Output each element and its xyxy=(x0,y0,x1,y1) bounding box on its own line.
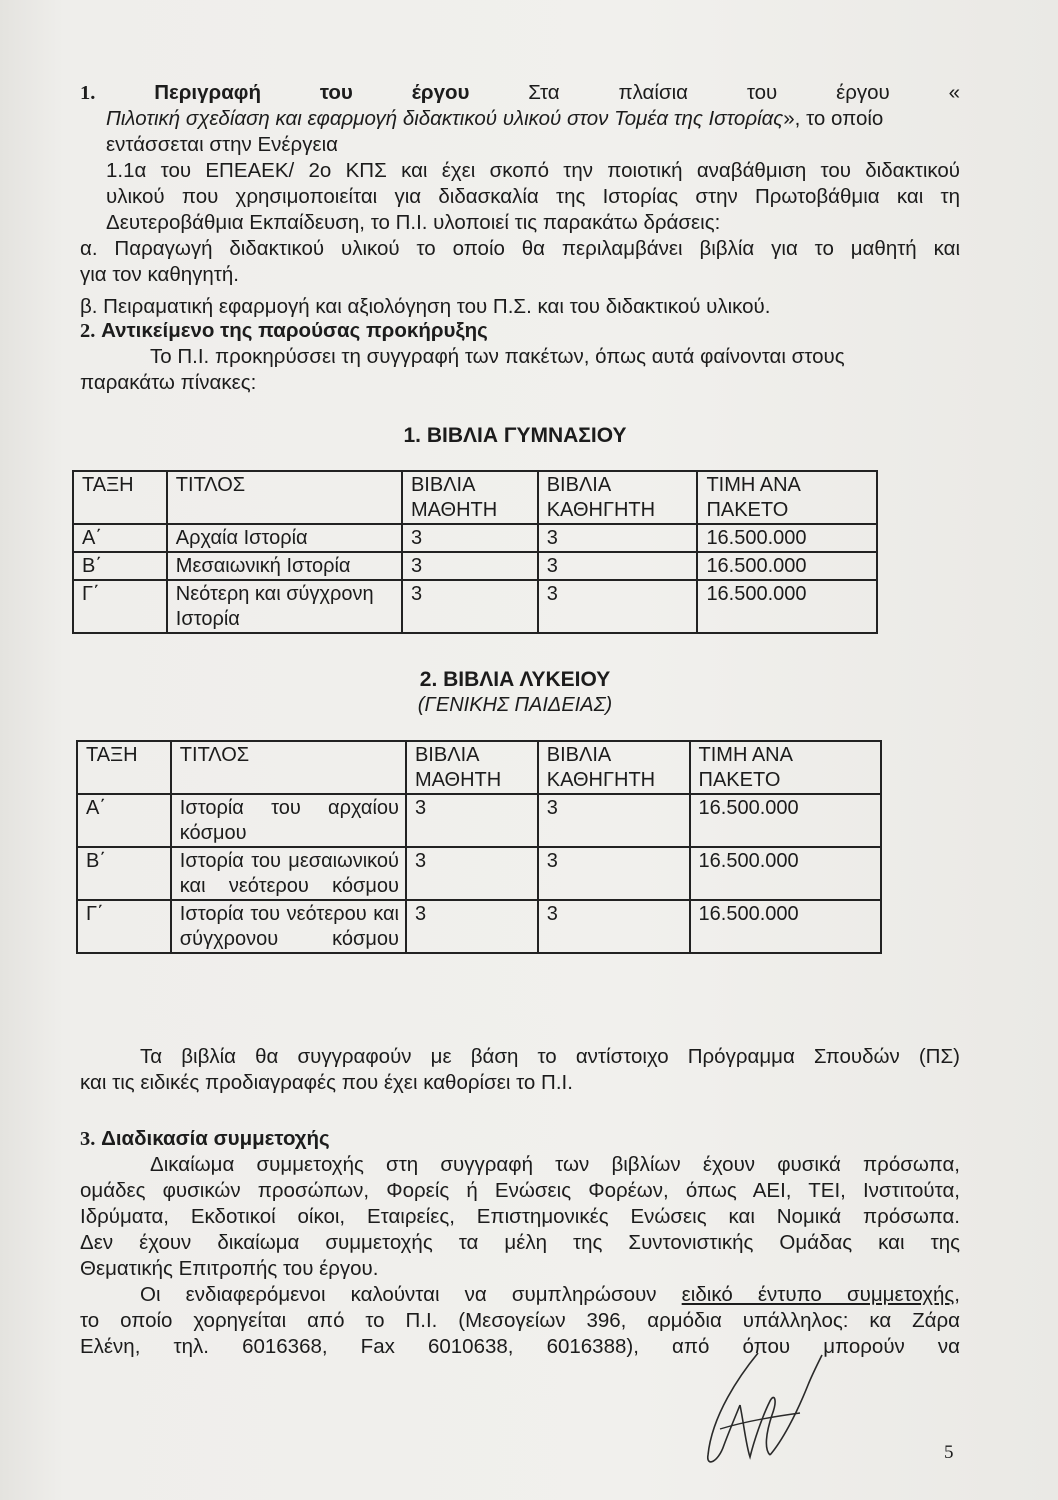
header-cell: ΤΙΜΗ ΑΝΑ ΠΑΚΕΤΟ xyxy=(697,471,877,524)
cell-teacher: 3 xyxy=(538,524,698,552)
text: », το οποίο εντάσσεται στην Ενέργεια xyxy=(106,107,884,156)
text: Οι ενδιαφερόμενοι καλούνται να συμπληρώσουν xyxy=(140,1283,682,1306)
cell-price: 16.500.000 xyxy=(690,794,881,847)
signature xyxy=(700,1345,840,1475)
list-item: για τον καθηγητή. xyxy=(80,263,240,286)
section-number: 3. xyxy=(80,1128,96,1150)
table2-caption: 2. ΒΙΒΛΙΑ ΛΥΚΕΙΟΥ xyxy=(419,668,611,691)
section-heading: Περιγραφή του έργου xyxy=(154,81,470,104)
table-header-row xyxy=(77,741,881,794)
list-item: α. Παραγωγή διδακτικού υλικού το οποίο θα περιλαμβάνει βιβλία για το μαθητή και xyxy=(80,237,960,260)
header-cell: ΒΙΒΛΙΑ ΚΑΘΗΓΗΤΗ xyxy=(538,471,698,524)
cell-price: 16.500.000 xyxy=(697,524,877,552)
cell-class: Α΄ xyxy=(73,524,167,552)
cell-student: 3 xyxy=(402,580,538,633)
header-cell: ΤΑΞΗ xyxy=(77,741,171,794)
section-number: 1. xyxy=(80,82,96,104)
cell-teacher: 3 xyxy=(538,900,690,953)
section-heading: Αντικείμενο της παρούσας προκήρυξης xyxy=(101,319,488,342)
cell-teacher: 3 xyxy=(538,847,690,900)
text: Δεν έχουν δικαίωμα συμμετοχής τα μέλη της Συντονιστικής Ομάδας και της xyxy=(80,1231,960,1254)
section-description xyxy=(80,80,960,320)
text: Τα βιβλία θα συγγραφούν με βάση το αντίστοιχο Πρόγραμμα Σπουδών (ΠΣ) xyxy=(140,1045,960,1068)
cell-title: Αρχαία Ιστορία xyxy=(167,524,402,552)
cell-class: Β΄ xyxy=(77,847,171,900)
table-row xyxy=(73,524,877,552)
header-cell: ΒΙΒΛΙΑ ΜΑΘΗΤΗ xyxy=(402,471,538,524)
header-cell: ΤΙΤΛΟΣ xyxy=(171,741,406,794)
table-gymnasium-books xyxy=(72,470,878,634)
cell-student: 3 xyxy=(406,900,538,953)
section-heading: Διαδικασία συμμετοχής xyxy=(101,1127,330,1150)
text: Στα πλαίσια του έργου « xyxy=(528,81,960,104)
header-cell: ΤΙΤΛΟΣ xyxy=(167,471,402,524)
cell-teacher: 3 xyxy=(538,794,690,847)
text: 1.1α του ΕΠΕΑΕΚ/ 2ο ΚΠΣ και έχει σκοπό την ποιοτική αναβάθμιση του διδακτικού xyxy=(106,159,960,182)
cell-teacher: 3 xyxy=(538,580,698,633)
books-note xyxy=(80,1044,960,1096)
cell-student: 3 xyxy=(406,847,538,900)
table2-subcaption: (ΓΕΝΙΚΗΣ ΠΑΙΔΕΙΑΣ) xyxy=(417,694,613,716)
text: Θεματικής Επιτροπής του έργου. xyxy=(80,1257,379,1280)
project-title: Πιλοτική σχεδίαση και εφαρμογή διδακτικού υλικού στον Τομέα της Ιστορίας xyxy=(106,107,784,130)
page-number: 5 xyxy=(944,1442,954,1463)
section-number: 2. xyxy=(80,320,96,342)
cell-price: 16.500.000 xyxy=(690,900,881,953)
cell-student: 3 xyxy=(402,552,538,580)
cell-class: Β΄ xyxy=(73,552,167,580)
header-cell: ΒΙΒΛΙΑ ΚΑΘΗΓΗΤΗ xyxy=(538,741,690,794)
header-cell: ΤΙΜΗ ΑΝΑ ΠΑΚΕΤΟ xyxy=(690,741,881,794)
text: και τις ειδικές προδιαγραφές που έχει καθορίσει το Π.Ι. xyxy=(80,1071,573,1094)
participation-form-ref: ειδικό έντυπο συμμετοχής xyxy=(681,1283,955,1306)
cell-price: 16.500.000 xyxy=(697,580,877,633)
text: Δευτεροβάθμια Εκπαίδευση, το Π.Ι. υλοποιεί τις παρακάτω δράσεις: xyxy=(106,211,721,234)
table-row xyxy=(77,900,881,953)
list-item: β. Πειραματική εφαρμογή και αξιολόγηση του Π.Σ. και του διδακτικού υλικού. xyxy=(80,295,771,318)
table1-caption: 1. ΒΙΒΛΙΑ ΓΥΜΝΑΣΙΟΥ xyxy=(403,424,627,447)
cell-title: Νεότερη και σύγχρονη Ιστορία xyxy=(167,580,402,633)
text: υλικού που χρησιμοποιείται για διδασκαλία της Ιστορίας στην Πρωτοβάθμια και τη xyxy=(106,185,960,208)
cell-student: 3 xyxy=(402,524,538,552)
header-cell: ΒΙΒΛΙΑ ΜΑΘΗΤΗ xyxy=(406,741,538,794)
table-row xyxy=(73,580,877,633)
header-cell: ΤΑΞΗ xyxy=(73,471,167,524)
table-row xyxy=(77,794,881,847)
text: Δικαίωμα συμμετοχής στη συγγραφή των βιβλίων έχουν φυσικά πρόσωπα, xyxy=(150,1153,960,1176)
cell-title: Ιστορία του αρχαίου κόσμου xyxy=(171,794,406,847)
text: Ιδρύματα, Εκδοτικοί οίκοι, Εταιρείες, Επιστημονικές Ενώσεις και Νομικά πρόσωπα. xyxy=(80,1205,960,1228)
section-participation xyxy=(80,1126,960,1360)
text: παρακάτω πίνακες: xyxy=(80,371,257,394)
cell-title: Μεσαιωνική Ιστορία xyxy=(167,552,402,580)
text: Το Π.Ι. προκηρύσσει τη συγγραφή των πακέτων, όπως αυτά φαίνονται στους xyxy=(150,345,845,368)
cell-student: 3 xyxy=(406,794,538,847)
table-row xyxy=(73,552,877,580)
cell-teacher: 3 xyxy=(538,552,698,580)
table-lyceum-books xyxy=(76,740,882,954)
cell-class: Γ΄ xyxy=(73,580,167,633)
cell-class: Γ΄ xyxy=(77,900,171,953)
text: το οποίο χορηγείται από το Π.Ι. (Μεσογείων 396, αρμόδια υπάλληλος: κα Ζάρα xyxy=(80,1309,960,1332)
table-header-row xyxy=(73,471,877,524)
cell-title: Ιστορία του μεσαιωνικού και νεότερου κόσμου xyxy=(171,847,406,900)
text: ομάδες φυσικών προσώπων, Φορείς ή Ενώσεις Φορέων, όπως ΑΕΙ, ΤΕΙ, Ινστιτούτα, xyxy=(80,1179,960,1202)
cell-price: 16.500.000 xyxy=(690,847,881,900)
cell-price: 16.500.000 xyxy=(697,552,877,580)
table-row xyxy=(77,847,881,900)
text: Ελένη, τηλ. 6016368, Fax 6010638, 6016388), από όπου μπορούν να xyxy=(80,1335,960,1358)
section-subject xyxy=(80,318,960,396)
cell-class: Α΄ xyxy=(77,794,171,847)
text: , xyxy=(954,1283,960,1306)
cell-title: Ιστορία του νεότερου και σύγχρονου κόσμου xyxy=(171,900,406,953)
